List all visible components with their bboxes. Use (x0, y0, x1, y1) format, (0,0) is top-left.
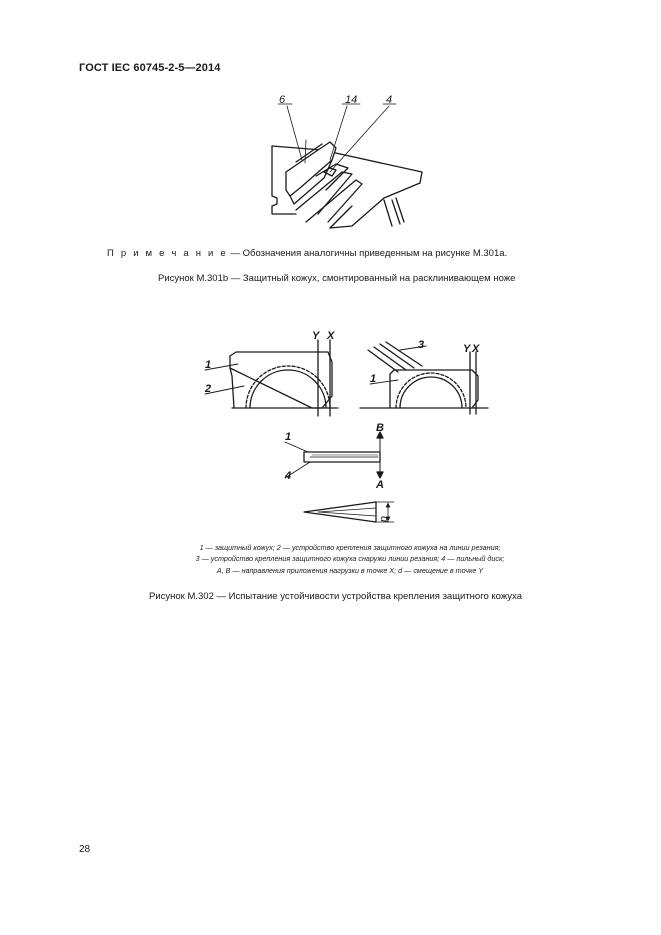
figure2-caption: Рисунок М.302 — Испытание устойчивости устройства крепления защитного кожуха (149, 591, 522, 602)
fig2-left-label-mount: 2 (205, 383, 212, 395)
figure1-caption: Рисунок М.301b — Защитный кожух, смонтированный на расклинивающем ноже (158, 273, 516, 284)
fig2-left-axis-x: X (327, 330, 335, 342)
fig1-label-guard: 6 (279, 94, 286, 106)
fig2-right-label-outer-mount: 3 (418, 339, 425, 351)
figure2-legend-line: 3 — устройство крепления защитного кожуха снаружи линии резания; 4 — пильный диск; (195, 554, 505, 563)
page-number: 28 (79, 844, 91, 855)
figure-m302-left-view (205, 340, 338, 416)
fig2-top-label-guard: 1 (285, 431, 292, 443)
document-header: ГОСТ IEC 60745-2-5—2014 (79, 62, 221, 74)
figure1-note (107, 248, 507, 259)
fig2-left-label-guard: 1 (205, 359, 212, 371)
fig1-label-blade: 4 (386, 94, 393, 106)
fig2-top-label-blade: 4 (285, 470, 292, 482)
fig2-right-axis-y: Y (463, 343, 471, 355)
fig2-direction-a: A (376, 479, 384, 491)
fig2-left-axis-y: Y (312, 330, 320, 342)
fig2-direction-b: B (376, 422, 384, 434)
figure2-legend-line: 1 — защитный кожух; 2 — устройство крепления защитного кожуха на линии резания; (199, 543, 501, 552)
figure2-legend-line: A, B — направления приложения нагрузки в точке X; d — смещение в точке Y (216, 566, 484, 575)
figure-m301b-drawing (272, 104, 422, 228)
note-text: — Обозначения аналогичны приведенным на рисунке М.301а. (227, 248, 508, 259)
note-prefix: П р и м е ч а н и е (107, 248, 228, 259)
figure-m302-top-view (285, 432, 383, 478)
fig2-right-axis-x: X (472, 343, 480, 355)
fig2-offset-label: d (378, 516, 390, 523)
fig1-label-mount: 14 (345, 94, 358, 106)
fig2-right-label-guard: 1 (370, 373, 377, 385)
